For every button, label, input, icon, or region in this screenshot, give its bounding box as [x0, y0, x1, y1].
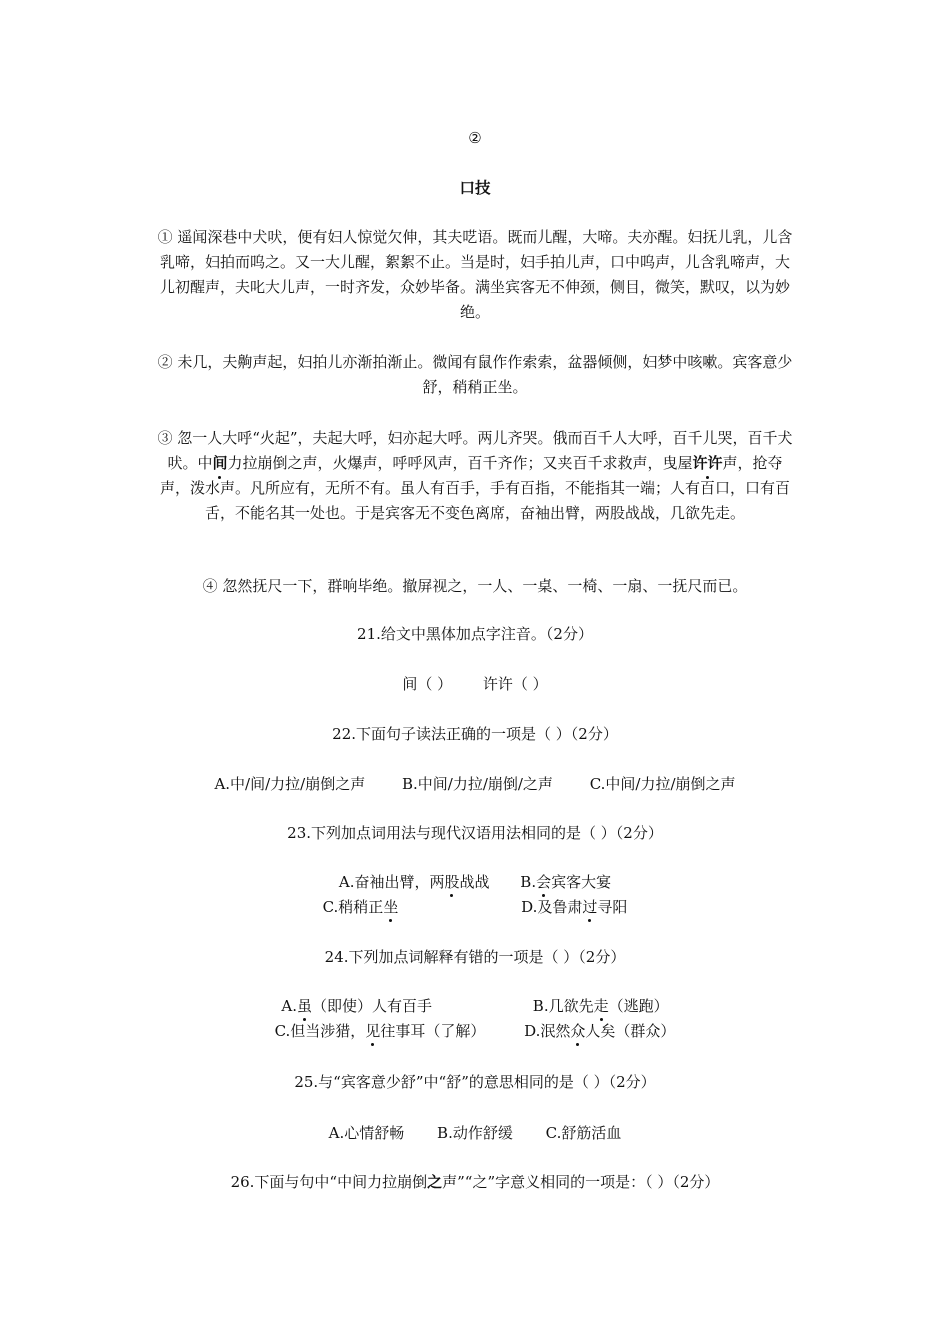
- section-marker: ②: [468, 129, 482, 147]
- question-24-stem: 24.下列加点词解释有错的一项是（ ）（2分）: [324, 948, 626, 966]
- q24-option-a-rest: （即使）人有百手: [312, 997, 433, 1015]
- q21-blank-jian[interactable]: 间（ ）: [402, 675, 453, 693]
- paragraph-3-part-3: 声，抢夺声，泼水声。凡所应有，无所不有。虽人有百手，手有百指，不能指其一端；人有百口，口有百舌，不能名其一处也。于是宾客无不变色离席，奋袖出臂，两股战战，几欲先走。: [159, 454, 790, 522]
- q24-option-b[interactable]: [533, 994, 669, 1018]
- q22-option-c[interactable]: C.中间/力拉/崩倒之声: [589, 775, 736, 793]
- q23-option-b-rest: 宾客大宴: [551, 873, 612, 891]
- q23-option-a-text: A.奋袖出臂，两: [338, 873, 445, 891]
- q23-option-c-text: C.稍稍正: [322, 898, 384, 916]
- q23-option-a-rest: 战战: [459, 873, 490, 891]
- q24-option-c-text: C.但当涉猎，: [274, 1022, 366, 1040]
- q23-option-a[interactable]: [339, 870, 490, 894]
- q23-option-c[interactable]: [323, 895, 399, 919]
- q22-option-b[interactable]: B.中间/力拉/崩倒/之声: [401, 775, 553, 793]
- q22-option-a[interactable]: A.中/间/力拉/崩倒之声: [214, 775, 366, 793]
- q23-option-b-text: B.: [520, 873, 537, 891]
- q25-option-a[interactable]: A.心情舒畅: [328, 1124, 405, 1142]
- q23-option-d-dotted: 过: [582, 895, 597, 919]
- paragraph-1: ① 遥闻深巷中犬吠，便有妇人惊觉欠伸，其夫呓语。既而儿醒，大啼。夫亦醒。妇抚儿乳，儿含乳啼，妇拍而呜之。又一大儿醒，絮絮不止。当是时，妇手拍儿声，口中呜声，儿含乳啼声，大儿初醒声，夫叱大儿声，一时齐发，众妙毕备。满坐宾客无不伸颈，侧目，微笑，默叹，以为妙绝。: [157, 228, 793, 321]
- question-23-options-row-2: [0, 895, 950, 919]
- question-25-options: [0, 1121, 950, 1145]
- q24-option-a[interactable]: [281, 994, 432, 1018]
- q23-option-a-dotted: 股: [444, 870, 459, 894]
- question-25-stem: 25.与“宾客意少舒”中“舒”的意思相同的是（ ）（2分）: [294, 1073, 656, 1091]
- question-23-stem: 23.下列加点词用法与现代汉语用法相同的是（ ）（2分）: [287, 824, 663, 842]
- q23-option-b[interactable]: [520, 870, 611, 894]
- q24-option-d[interactable]: [524, 1019, 675, 1043]
- q24-option-d-text: D.泯然: [524, 1022, 571, 1040]
- q26-stem-text: 26.下面与句中“中间力拉崩倒: [230, 1173, 428, 1191]
- q21-blank-huhu[interactable]: 许许（ ）: [482, 675, 548, 693]
- q23-option-d-text: D.及鲁肃: [521, 898, 583, 916]
- q25-option-c[interactable]: C.舒筋活血: [545, 1124, 622, 1142]
- question-22-stem: 22.下面句子读法正确的一项是（ ）（2分）: [332, 725, 618, 743]
- paragraph-3-part-2: 力拉崩倒之声，火爆声，呼呼风声，百千齐作；又夹百千求救声，曳屋: [227, 454, 693, 472]
- q23-option-d-rest: 寻阳: [597, 898, 628, 916]
- q25-option-b[interactable]: B.动作舒缓: [437, 1124, 513, 1142]
- q24-option-c-dotted: 见: [365, 1019, 380, 1043]
- q23-option-b-dotted: 会: [536, 870, 551, 894]
- paragraph-3: [155, 426, 795, 526]
- q24-option-a-dotted: 虽: [297, 994, 312, 1018]
- passage-title: 口技: [459, 178, 491, 197]
- q26-stem-rest: 声”“之”字意义相同的一项是：（ ）（2分）: [442, 1173, 720, 1191]
- q26-stem-bold-char: 之: [427, 1173, 443, 1191]
- q24-option-d-rest: 人矣（群众）: [585, 1022, 676, 1040]
- question-26-stem: [0, 1170, 950, 1194]
- dotted-char-huhu: 许许: [693, 451, 723, 476]
- question-24-options-row-1: [0, 994, 950, 1018]
- dotted-char-jian: 间: [212, 451, 227, 476]
- paragraph-4: ④ 忽然抚尺一下，群响毕绝。撤屏视之，一人、一桌、一椅、一扇、一抚尺而已。: [202, 577, 748, 595]
- question-22-options: [0, 772, 950, 796]
- q24-option-c-rest: 往事耳（了解）: [380, 1022, 486, 1040]
- question-21-stem: 21.给文中黑体加点字注音。（2分）: [357, 625, 593, 643]
- q24-option-c[interactable]: [275, 1019, 486, 1043]
- question-24-options-row-2: [0, 1019, 950, 1043]
- q24-option-b-rest: （逃跑）: [608, 997, 669, 1015]
- paragraph-3-part-1: ③ 忽一人大呼“火起”，夫起大呼，妇亦起大呼。两儿齐哭。俄而百千人大呼，百千儿哭，百千犬吠。中: [157, 429, 793, 472]
- q24-option-a-text: A.: [281, 997, 297, 1015]
- q24-option-b-text: B.几欲先: [532, 997, 594, 1015]
- q24-option-d-dotted: 众: [570, 1019, 585, 1043]
- question-21-answers: [0, 672, 950, 696]
- q23-option-c-dotted: 坐: [383, 895, 398, 919]
- q24-option-b-dotted: 走: [594, 994, 609, 1018]
- q23-option-d[interactable]: [521, 895, 627, 919]
- paragraph-2: ② 未几，夫齁声起，妇拍儿亦渐拍渐止。微闻有鼠作作索索，盆器倾侧，妇梦中咳嗽。宾客意少舒，稍稍正坐。: [157, 353, 793, 396]
- question-23-options-row-1: [0, 870, 950, 894]
